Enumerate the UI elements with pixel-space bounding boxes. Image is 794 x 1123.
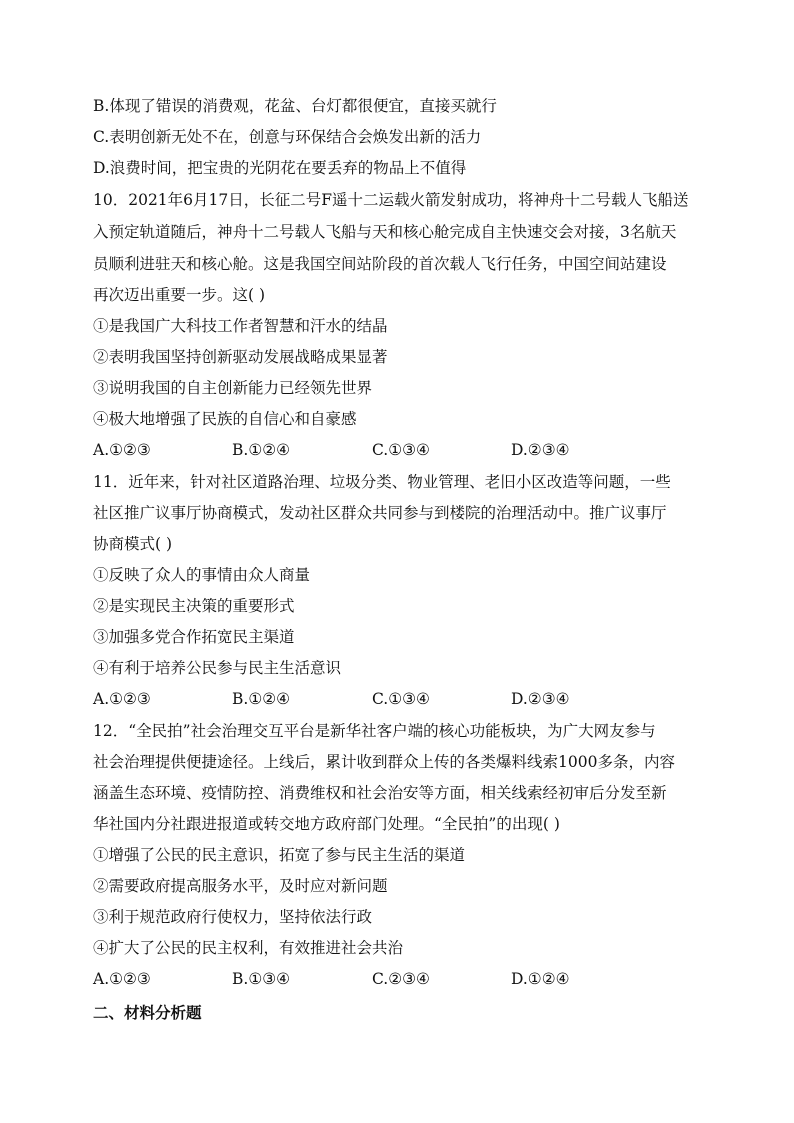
q10-option-b: B.①②④ [232,441,291,459]
q11-stem-line: 社区推广议事厅协商模式，发动社区群众共同参与到楼院的治理活动中。推广议事厅 [93,504,667,522]
q12-item-1: ①增强了公民的民主意识，拓宽了参与民主生活的渠道 [93,846,466,864]
q10-item-1: ①是我国广大科技工作者智慧和汗水的结晶 [93,317,388,335]
q12-option-d: D.①②④ [511,970,570,988]
q12-item-2: ②需要政府提高服务水平，及时应对新问题 [93,877,388,895]
q11-stem-line: 11．近年来，针对社区道路治理、垃圾分类、物业管理、老旧小区改造等问题，一些 [93,473,671,491]
q12-item-4: ④扩大了公民的民主权利，有效推进社会共治 [93,939,404,957]
q11-item-2: ②是实现民主决策的重要形式 [93,597,295,615]
q11-stem-line: 协商模式( ) [93,535,173,553]
q9-option-d: D.浪费时间，把宝贵的光阴花在要丢弃的物品上不值得 [93,159,467,177]
q10-stem-line: 入预定轨道随后，神舟十二号载人飞船与天和核心舱完成自主快速交会对接，3名航天 [93,223,677,241]
q10-stem-line: 10．2021年6月17日，长征二号F遥十二运载火箭发射成功，将神舟十二号载人飞船送 [93,191,689,209]
q9-option-c: C.表明创新无处不在，创意与环保结合会焕发出新的活力 [93,128,482,146]
q10-stem-line: 员顺利进驻天和核心舱。这是我国空间站阶段的首次载人飞行任务，中国空间站建设 [93,255,667,273]
q12-stem-line: 社会治理提供便捷途径。上线后，累计收到群众上传的各类爆料线索1000多条，内容 [93,753,675,771]
q9-option-b: B.体现了错误的消费观，花盆、台灯都很便宜，直接买就行 [93,97,497,115]
q10-option-c: C.①③④ [372,441,430,459]
q12-item-3: ③利于规范政府行使权力，坚持依法行政 [93,908,373,926]
q11-option-c: C.①③④ [372,690,430,708]
q11-option-b: B.①②④ [232,690,291,708]
q11-item-1: ①反映了众人的事情由众人商量 [93,566,311,584]
q10-stem-line: 再次迈出重要一步。这( ) [93,286,266,304]
q10-item-3: ③说明我国的自主创新能力已经领先世界 [93,379,373,397]
q10-option-a: A.①②③ [93,441,151,459]
q12-option-b: B.①③④ [232,970,291,988]
q12-stem-line: 涵盖生态环境、疫情防控、消费维权和社会治安等方面，相关线索经初审后分发至新 [93,784,667,802]
q10-item-4: ④极大地增强了民族的自信心和自豪感 [93,410,357,428]
q12-option-a: A.①②③ [93,970,151,988]
q10-option-d: D.②③④ [511,441,570,459]
q11-item-3: ③加强多党合作拓宽民主渠道 [93,628,295,646]
q12-stem-line: 华社国内分社跟进报道或转交地方政府部门处理。“全民拍”的出现( ) [93,815,560,833]
q11-option-a: A.①②③ [93,690,151,708]
q12-option-c: C.②③④ [372,970,430,988]
q11-item-4: ④有利于培养公民参与民主生活意识 [93,659,342,677]
q11-option-d: D.②③④ [511,690,570,708]
q12-stem-line: 12．“全民拍”社会治理交互平台是新华社客户端的核心功能板块，为广大网友参与 [93,722,656,740]
section-heading: 二、材料分析题 [93,1004,202,1022]
q10-item-2: ②表明我国坚持创新驱动发展战略成果显著 [93,348,388,366]
